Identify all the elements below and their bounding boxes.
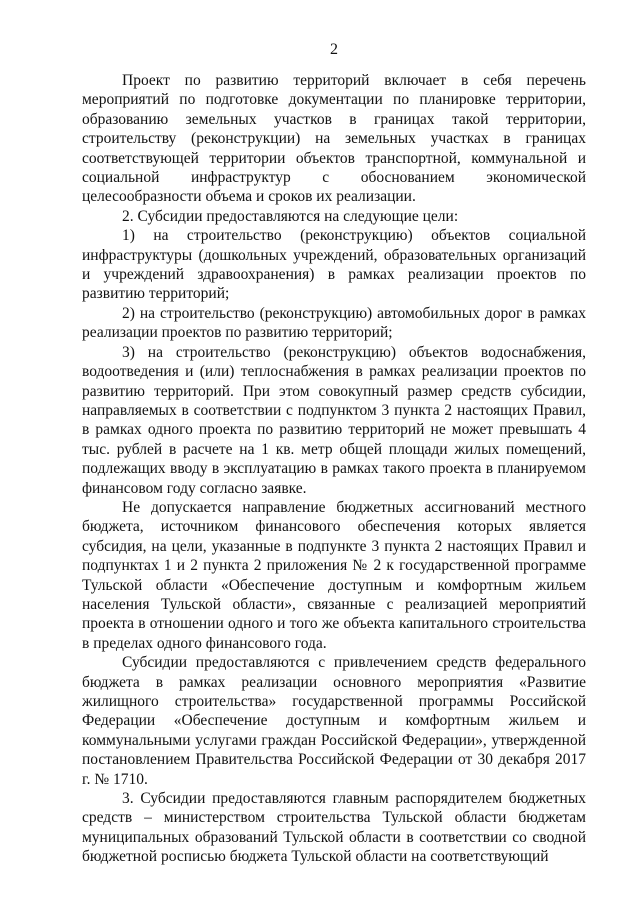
paragraph-section-2-heading: 2. Субсидии предоставляются на следующие цели:: [122, 207, 459, 225]
paragraph-item-3-utilities: 3) на строительство (реконструкцию) объектов водоснабжения, водоотведения и (или) теплоснабжения в рамках реализации проектов по развитию территорий. При этом совокупный размер средств субсидии, направляемых в соответствии с подпунктом 3 пункта 2 настоящих Правил, в рамках одного проекта по развитию территорий не может превышать 4 тыс. рублей в расчете на 1 кв. метр общей площади жилых помещений, подлежащих вводу в эксплуатацию в рамках такого проекта в планируемом финансовом году согласно заявке.: [82, 343, 586, 497]
paragraph-federal-funding: Субсидии предоставляются с привлечением средств федерального бюджета в рамках реализации основного мероприятия «Развитие жилищного строительства» государственной программы Российской Федерации «Обеспечение доступным и комфортным жильем и коммунальными услугами граждан Российской Федерации», утвержденной постановлением Правительства Российской Федерации от 30 декабря 2017 г. № 1710.: [82, 654, 586, 788]
paragraph-restriction: Не допускается направление бюджетных ассигнований местного бюджета, источником финансового обеспечения которых является субсидия, на цели, указанные в подпункте 3 пункта 2 настоящих Правил и подпунктах 1 и 2 пункта 2 приложения № 2 к государственной программе Тульской области «Обеспечение доступным и комфортным жильем населения Тульской области», связанные с реализацией мероприятий проекта в отношении одного и того же объекта капитального строительства в пределах одного финансового года.: [82, 498, 586, 652]
paragraph-section-3: 3. Субсидии предоставляются главным распорядителем бюджетных средств – министерством строительства Тульской области бюджетам муниципальных образований Тульской области в соответствии со сводной бюджетной росписью бюджета Тульской области на соответствующий: [82, 790, 586, 866]
paragraph-item-2-roads: 2) на строительство (реконструкцию) автомобильных дорог в рамках реализации проектов по развитию территорий;: [82, 304, 586, 342]
paragraph-item-1-social-infrastructure: 1) на строительство (реконструкцию) объектов социальной инфраструктуры (дошкольных учреждений, образовательных организаций и учреждений здравоохранения) в рамках реализации проектов по развитию территорий;: [82, 227, 586, 303]
page-number: 2: [330, 41, 338, 58]
document-body: [82, 71, 586, 867]
paragraph-project-definition: Проект по развитию территорий включает в себя перечень мероприятий по подготовке документации по планировке территории, образованию земельных участков в границах такой территории, строительству (реконструкции) на земельных участках в границах соответствующей территории объектов транспортной, коммунальной и социальной инфраструктур с обоснованием экономической целесообразности объема и сроков их реализации.: [82, 72, 586, 206]
